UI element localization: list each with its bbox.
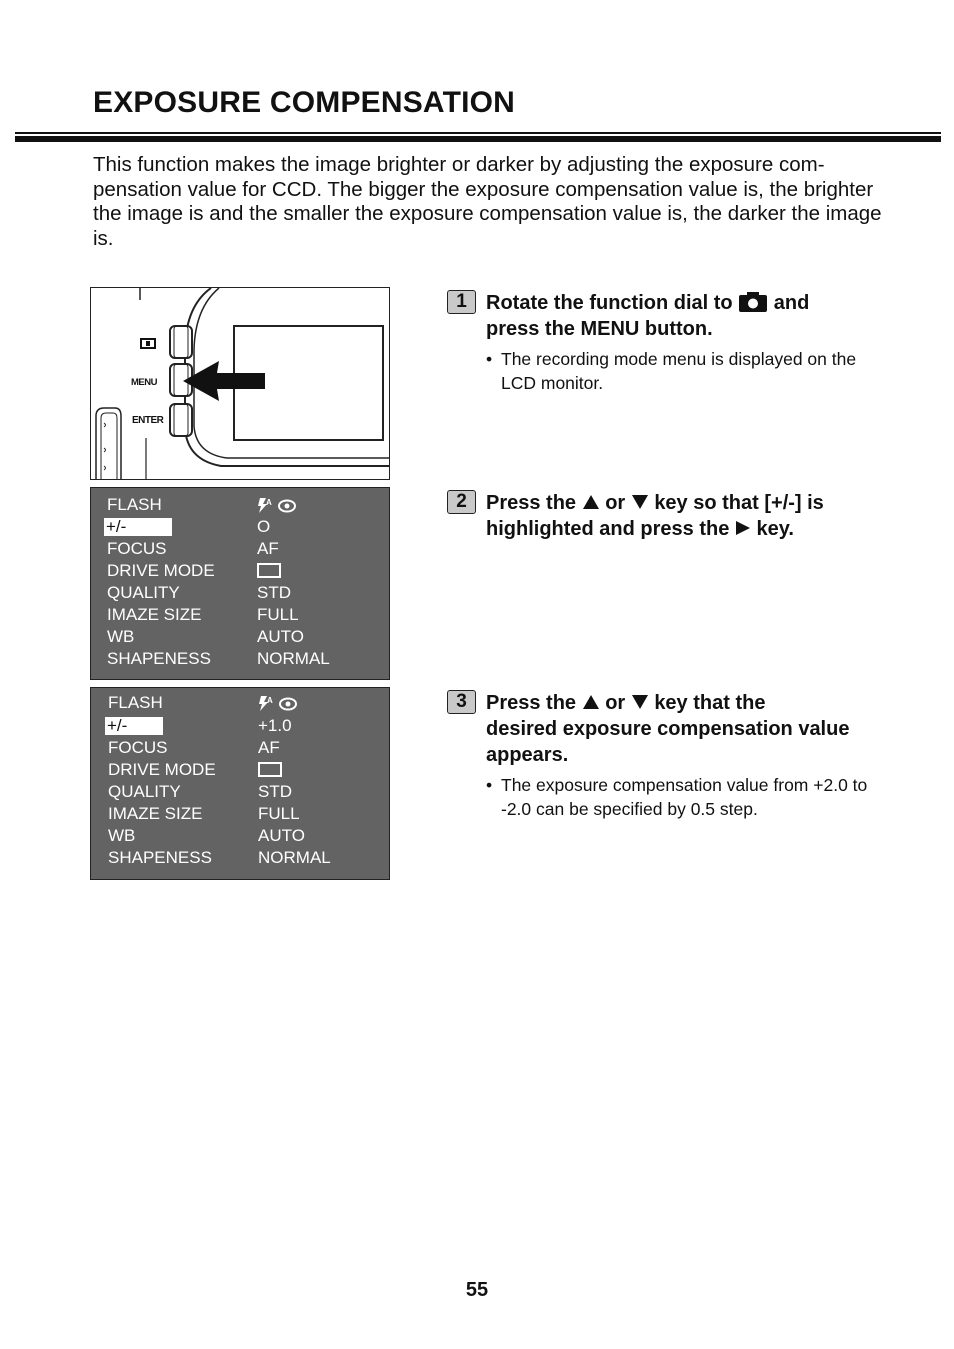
- svg-text:A: A: [266, 498, 272, 507]
- step-text-part: key so that [+/-] is: [654, 492, 824, 514]
- menu-label: DRIVE MODE: [108, 760, 216, 779]
- menu-value: AUTO: [258, 826, 305, 845]
- recording-menu-screen-1: [90, 487, 390, 680]
- step-note-text: The recording mode menu is displayed on the LCD monitor.: [501, 349, 857, 393]
- step-3-instruction: [486, 690, 906, 768]
- menu-label: FOCUS: [108, 738, 168, 757]
- menu-label: SHAPENESS: [107, 649, 211, 668]
- camera-icon: [738, 291, 768, 313]
- step-text-part: and: [773, 292, 810, 314]
- menu-label: QUALITY: [107, 583, 180, 602]
- menu-value: FULL: [257, 605, 299, 624]
- step-1-instruction: [486, 290, 906, 342]
- menu-value: FULL: [258, 804, 300, 823]
- menu-label: QUALITY: [108, 782, 181, 801]
- menu-value: NORMAL: [258, 848, 331, 867]
- menu-label: WB: [107, 627, 135, 646]
- menu-label: IMAZE SIZE: [108, 804, 203, 823]
- intro-paragraph: This function makes the image brighter or darker by adjusting the exposure com-pensation value for CCD. The bigger the exposure compensation value is, the brighter the image is and the smaller the exposure compensation value is, the darker the image is.: [93, 153, 882, 250]
- step-3-note: • The exposure compensation value from +2.0 to -2.0 can be specified by 0.5 step.: [486, 775, 868, 819]
- single-frame-icon: [257, 563, 281, 578]
- menu-label-highlighted: +/-: [104, 518, 172, 536]
- step-3-number: 3: [447, 690, 476, 714]
- page-number: 55: [465, 1279, 489, 1301]
- step-text-part: or: [605, 492, 626, 514]
- step-text-part: Press the: [486, 692, 577, 714]
- up-triangle-icon: [582, 694, 600, 710]
- step-text-part: key that the: [654, 692, 766, 714]
- menu-label: DRIVE MODE: [107, 561, 215, 580]
- right-triangle-icon: [735, 520, 751, 536]
- red-eye-icon: [279, 501, 295, 512]
- menu-label: WB: [108, 826, 136, 845]
- menu-value: STD: [258, 782, 292, 801]
- menu-value: STD: [257, 583, 291, 602]
- title-rule-thin: [15, 132, 941, 134]
- page-title: EXPOSURE COMPENSATION: [93, 86, 516, 119]
- step-1-number: 1: [447, 290, 476, 314]
- menu-label-highlighted: +/-: [105, 717, 163, 735]
- menu-button-label: MENU: [131, 377, 157, 388]
- svg-text:A: A: [267, 696, 273, 705]
- menu-value: +1.0: [258, 716, 292, 735]
- step-text-part: key.: [756, 518, 794, 540]
- single-frame-icon: [258, 762, 282, 777]
- step-2-instruction: [486, 490, 906, 542]
- menu-value: O: [257, 517, 271, 536]
- down-triangle-icon: [631, 494, 649, 510]
- step-text-part: Rotate the function dial to: [486, 292, 733, 314]
- step-2-number: 2: [447, 490, 476, 514]
- down-triangle-icon: [631, 694, 649, 710]
- camera-illustration: [90, 287, 390, 480]
- menu-value: AF: [258, 738, 280, 757]
- menu-value: AUTO: [257, 627, 304, 646]
- up-triangle-icon: [582, 494, 600, 510]
- title-rule-thick: [15, 136, 941, 142]
- step-text-part: or: [605, 692, 626, 714]
- recording-menu-screen-2: [90, 687, 390, 880]
- step-note-text: The exposure compensation value from +2.0 to -2.0 can be specified by 0.5 step.: [501, 775, 868, 819]
- menu-label: IMAZE SIZE: [107, 605, 202, 624]
- flash-auto-icon: [258, 498, 272, 513]
- menu-value: AF: [257, 539, 279, 558]
- step-text-part: desired exposure compensation value appears.: [486, 718, 850, 766]
- menu-label: SHAPENESS: [108, 848, 212, 867]
- step-text-part: press the MENU button.: [486, 318, 713, 340]
- flash-auto-icon: [259, 696, 273, 711]
- step-1-note: • The recording mode menu is displayed on the LCD monitor.: [486, 349, 857, 393]
- menu-value: NORMAL: [257, 649, 330, 668]
- menu-label: FLASH: [108, 693, 163, 712]
- red-eye-icon: [280, 699, 296, 710]
- menu-label: FLASH: [107, 495, 162, 514]
- menu-label: FOCUS: [107, 539, 167, 558]
- step-text-part: Press the: [486, 492, 577, 514]
- step-text-part: highlighted and press the: [486, 518, 730, 540]
- enter-button-label: ENTER: [132, 415, 164, 426]
